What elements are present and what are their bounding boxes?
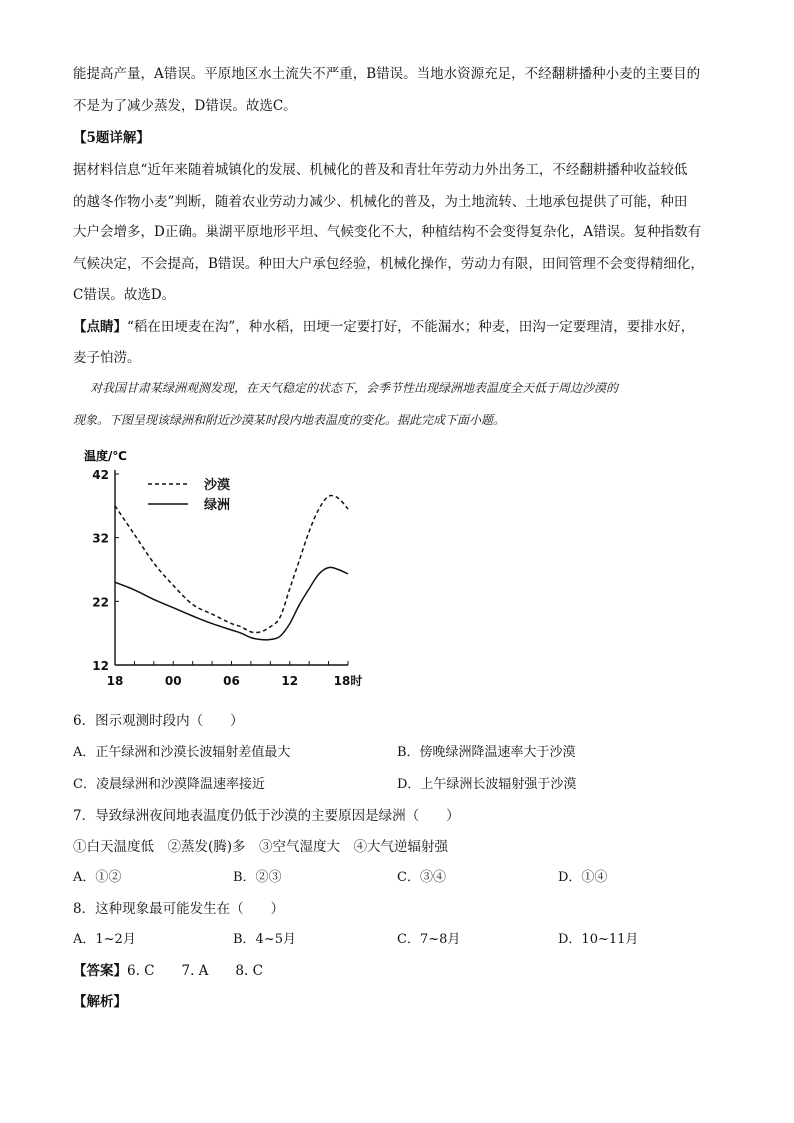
question-6-stem: 6．图示观测时段内（ ）	[73, 713, 244, 729]
paragraph-line: C错误。故选D。	[73, 287, 176, 303]
paragraph-line: 气候决定，不会提高，B错误。种田大户承包经验，机械化操作，劳动力有限，田间管理不会变得精细化，	[73, 256, 704, 272]
q6-option-b: B．傍晚绿洲降温速率大于沙漠	[397, 745, 576, 760]
dianjing-label: 【点睛】	[73, 319, 127, 335]
x-tick-label: 00	[164, 674, 182, 688]
x-tick-label: 18时	[333, 674, 363, 688]
y-tick-label: 12	[92, 659, 109, 673]
paragraph-line: 的越冬作物小麦”判断，随着农业劳动力减少、机械化的普及，为土地流转、土地承包提供了可能，种田	[73, 194, 688, 210]
question-7-stem: 7．导致绿洲夜间地表温度仍低于沙漠的主要原因是绿洲（ ）	[73, 808, 460, 824]
y-tick-label: 32	[92, 531, 109, 546]
series-line-oasis	[115, 567, 348, 639]
q8-option-b: B．4~5月	[233, 932, 296, 947]
paragraph-line: 麦子怕涝。	[73, 350, 141, 366]
q6-option-a: A．正午绿洲和沙漠长波辐射差值最大	[73, 745, 291, 760]
q6-option-d: D．上午绿洲长波辐射强于沙漠	[397, 777, 577, 792]
intro-line: 现象。下图呈现该绿洲和附近沙漠某时段内地表温度的变化。据此完成下面小题。	[73, 413, 506, 427]
series-line-desert	[115, 496, 348, 633]
intro-line: 对我国甘肃某绿洲观测发现，在天气稳定的状态下，会季节性出现绿洲地表温度全天低于周边沙漠的	[90, 381, 619, 395]
q7-option-d: D．①④	[558, 870, 608, 885]
y-tick-label: 22	[92, 595, 109, 610]
x-tick-label: 06	[223, 674, 240, 688]
q8-option-d: D．10~11月	[558, 932, 639, 947]
paragraph-line: 能提高产量，A错误。平原地区水土流失不严重，B错误。当地水资源充足，不经翻耕播种小麦的主要目的	[73, 66, 701, 82]
q6-option-c: C．凌晨绿洲和沙漠降温速率接近	[73, 777, 265, 792]
analysis-label: 【解析】	[73, 994, 127, 1010]
y-axis-label: 温度/℃	[84, 449, 127, 463]
x-tick-label: 12	[281, 674, 299, 688]
answer-block	[73, 961, 263, 981]
chart-series	[115, 496, 348, 640]
temperature-chart	[80, 444, 380, 694]
q7-items: ①白天温度低 ②蒸发(腾)多 ③空气湿度大 ④大气逆辐射强	[73, 839, 449, 855]
dianjing-block	[73, 317, 694, 337]
q7-option-c: C．③④	[397, 870, 446, 885]
paragraph-line: 大户会增多，D正确。巢湖平原地形平坦、气候变化不大，种植结构不会变得复杂化，A错误。复种指数有	[73, 224, 702, 240]
answer-label: 【答案】	[73, 963, 127, 979]
chart-legend	[148, 477, 230, 513]
q8-option-c: C．7~8月	[397, 932, 461, 947]
section-heading-q5: 【5题详解】	[73, 130, 150, 146]
q7-option-a: A．①②	[73, 870, 122, 885]
q7-option-b: B．②③	[233, 870, 282, 885]
legend-label: 绿洲	[204, 498, 231, 513]
x-tick-label: 18	[106, 674, 124, 688]
y-tick-label: 42	[92, 468, 109, 482]
paragraph-line: 不是为了减少蒸发，D错误。故选C。	[73, 98, 297, 114]
q8-option-a: A．1~2月	[73, 932, 136, 947]
question-8-stem: 8．这种现象最可能发生在（ ）	[73, 901, 285, 917]
answer-value: 6. C 7. A 8. C	[127, 963, 263, 979]
dianjing-text: “稻在田埂麦在沟”，种水稻，田埂一定要打好，不能漏水；种麦，田沟一定要理清，要排水好，	[127, 319, 695, 335]
paragraph-line: 据材料信息“近年来随着城镇化的发展、机械化的普及和青壮年劳动力外出务工，不经翻耕播种收益较低	[73, 162, 688, 178]
legend-label: 沙漠	[204, 478, 231, 493]
